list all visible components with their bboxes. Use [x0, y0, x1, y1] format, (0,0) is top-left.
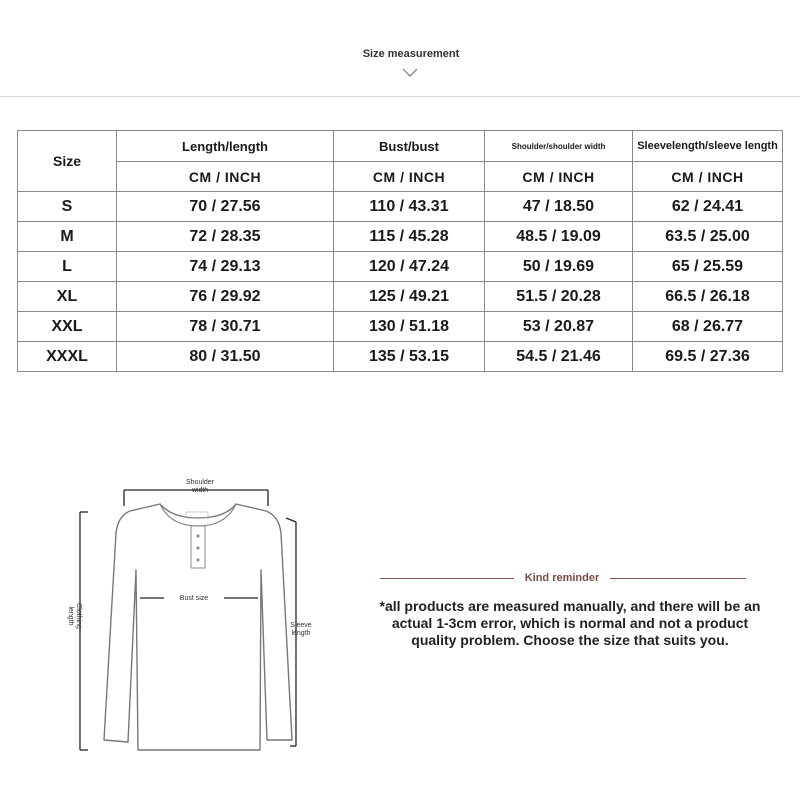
bust-size-label: Bust size: [164, 595, 224, 603]
long-sleeve-shirt-icon: [60, 478, 320, 768]
sleeve-cell: 62 / 24.41: [633, 192, 783, 222]
table-row: [18, 252, 783, 282]
length-cell: 72 / 28.35: [117, 222, 334, 252]
size-cell: L: [18, 252, 117, 282]
shoulder-cell: 54.5 / 21.46: [485, 342, 633, 372]
reminder-title: Kind reminder: [524, 572, 600, 584]
sleeve-cell: 69.5 / 27.36: [633, 342, 783, 372]
length-cell: 78 / 30.71: [117, 312, 334, 342]
header-sleeve: Sleevelength/sleeve length: [633, 131, 783, 162]
length-cell: 70 / 27.56: [117, 192, 334, 222]
bust-cell: 115 / 45.28: [334, 222, 485, 252]
size-cell: XXL: [18, 312, 117, 342]
table-row: [18, 282, 783, 312]
unit-cell: CM / INCH: [334, 162, 485, 192]
header-length: Length/length: [117, 131, 334, 162]
table-header-row: [18, 131, 783, 162]
sleeve-cell: 63.5 / 25.00: [633, 222, 783, 252]
unit-cell: CM / INCH: [117, 162, 334, 192]
sleeve-cell: 66.5 / 26.18: [633, 282, 783, 312]
page-title: Size measurement: [362, 48, 460, 60]
shoulder-width-label: Shoulder width: [185, 479, 215, 494]
shoulder-cell: 51.5 / 20.28: [485, 282, 633, 312]
bust-cell: 125 / 49.21: [334, 282, 485, 312]
table-row: [18, 222, 783, 252]
table-row: [18, 342, 783, 372]
bust-cell: 130 / 51.18: [334, 312, 485, 342]
shoulder-cell: 50 / 19.69: [485, 252, 633, 282]
table-row: [18, 312, 783, 342]
table-unit-row: [18, 162, 783, 192]
header-size: Size: [18, 131, 117, 192]
bust-cell: 120 / 47.24: [334, 252, 485, 282]
size-cell: XXXL: [18, 342, 117, 372]
reminder-divider-left: [380, 578, 514, 579]
size-table: [17, 130, 783, 372]
bust-cell: 135 / 53.15: [334, 342, 485, 372]
unit-cell: CM / INCH: [485, 162, 633, 192]
divider: [0, 96, 800, 97]
garment-diagram: [60, 478, 320, 768]
shoulder-cell: 53 / 20.87: [485, 312, 633, 342]
header-bust: Bust/bust: [334, 131, 485, 162]
size-cell: XL: [18, 282, 117, 312]
sleeve-cell: 68 / 26.77: [633, 312, 783, 342]
shoulder-cell: 48.5 / 19.09: [485, 222, 633, 252]
length-cell: 76 / 29.92: [117, 282, 334, 312]
clothing-length-label: Clothing length: [67, 603, 82, 629]
table-row: [18, 192, 783, 222]
shoulder-cell: 47 / 18.50: [485, 192, 633, 222]
size-cell: M: [18, 222, 117, 252]
bust-cell: 110 / 43.31: [334, 192, 485, 222]
length-cell: 74 / 29.13: [117, 252, 334, 282]
reminder-text: *all products are measured manually, and there will be an actual 1-3cm error, which is normal and not a product quality problem. Choose the size that suits you.: [379, 598, 761, 648]
sleeve-cell: 65 / 25.59: [633, 252, 783, 282]
size-cell: S: [18, 192, 117, 222]
unit-cell: CM / INCH: [633, 162, 783, 192]
sleeve-length-label: Sleeve length: [290, 622, 312, 637]
reminder-divider-right: [610, 578, 746, 579]
header-shoulder: Shoulder/shoulder width: [485, 131, 633, 162]
chevron-down-icon: [402, 68, 418, 78]
length-cell: 80 / 31.50: [117, 342, 334, 372]
